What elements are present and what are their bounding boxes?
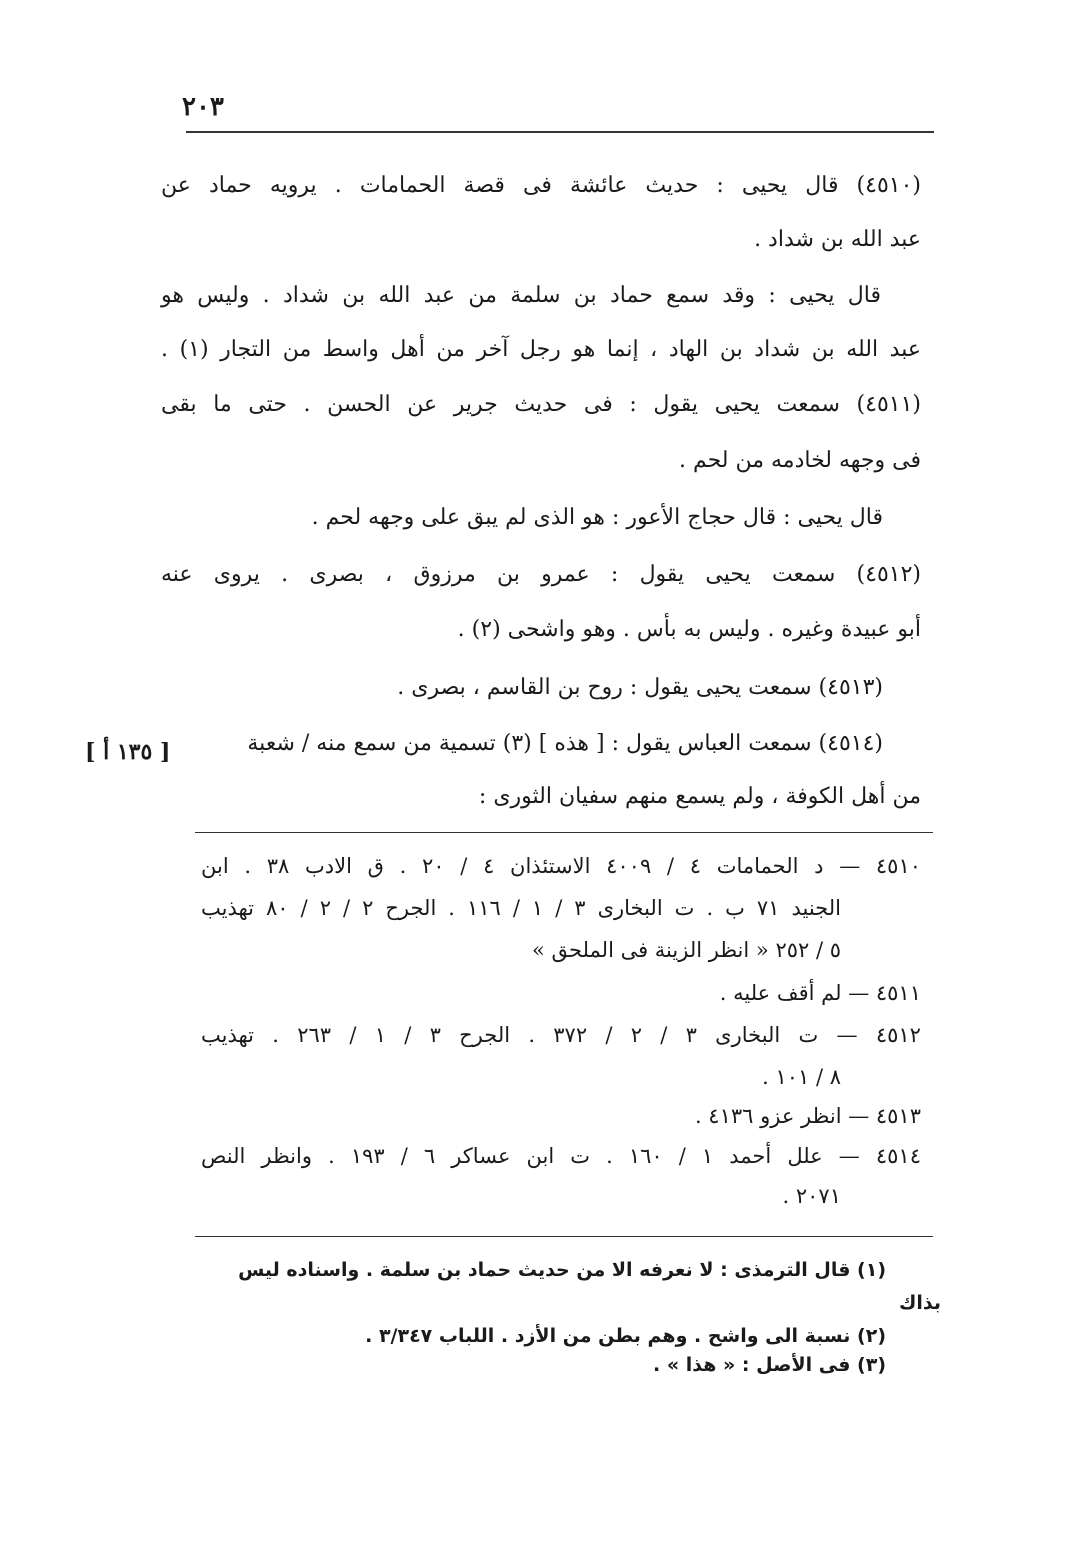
source-4510-line-2: الجنيد ٧١ ب . ت البخارى ٣ / ١ / ١١٦ . الجرح ٢ / ٢ / ٨٠ تهذيب bbox=[201, 896, 841, 920]
header-rule bbox=[186, 131, 934, 133]
manuscript-folio-ref: [ ١٣٥ أ ] bbox=[85, 739, 171, 765]
entry-4514-line-2: من أهل الكوفة ، ولم يسمع منهم سفيان الثورى : bbox=[478, 784, 921, 809]
source-4511: ٤٥١١ — لم أقف عليه . bbox=[719, 981, 921, 1005]
entry-4511-line-3: قال يحيى : قال حجاج الأعور : هو الذى لم يبق على وجهه لحم . bbox=[311, 505, 883, 530]
source-4513: ٤٥١٣ — انظر عزو ٤١٣٦ . bbox=[694, 1104, 921, 1128]
sources-rule bbox=[195, 832, 933, 833]
entry-4513: (٤٥١٣) سمعت يحيى يقول : روح بن القاسم ، بصرى . bbox=[397, 675, 883, 700]
footnote-1: (١) قال الترمذى : لا نعرفه الا من حديث حماد بن سلمة . واسناده ليس bbox=[238, 1259, 886, 1281]
source-4512-line-2: ٨ / ١٠١ . bbox=[762, 1065, 841, 1089]
entry-4510-line-4: عبد الله بن شداد بن الهاد ، إنما هو رجل آخر من أهل واسط من التجار (١) . bbox=[161, 337, 921, 362]
source-4514-line-2: ٢٠٧١ . bbox=[782, 1184, 841, 1208]
footnote-2: (٢) نسبة الى واشح . وهم بطن من الأزد . اللباب ٣/٣٤٧ . bbox=[365, 1325, 886, 1347]
entry-4511-line-2: فى وجهه لخادمه من لحم . bbox=[678, 448, 921, 473]
entry-4510-line-2: عبد الله بن شداد . bbox=[754, 227, 921, 252]
footnote-1-cont: بذاك bbox=[898, 1292, 941, 1314]
entry-4512-line-2: أبو عبيدة وغيره . وليس به بأس . وهو واشحى (٢) . bbox=[457, 617, 921, 642]
footnote-3: (٣) فى الأصل : « هذا » . bbox=[653, 1354, 886, 1376]
source-4510-line-1: ٤٥١٠ — د الحمامات ٤ / ٤٠٠٩ الاستئذان ٤ / ٢٠ . ق الادب ٣٨ . ابن bbox=[201, 854, 922, 878]
footnotes-rule bbox=[195, 1236, 933, 1237]
page-number: ٢٠٣ bbox=[182, 92, 224, 122]
entry-4512-line-1: (٤٥١٢) سمعت يحيى يقول : عمرو بن مرزوق ، بصرى . يروى عنه bbox=[161, 562, 921, 587]
entry-4511-line-1: (٤٥١١) سمعت يحيى يقول : فى حديث جرير عن الحسن . حتى ما بقى bbox=[161, 392, 921, 417]
entry-4510-line-1: (٤٥١٠) قال يحيى : حديث عائشة فى قصة الحمامات . يرويه حماد عن bbox=[161, 173, 921, 198]
entry-4510-line-3: قال يحيى : وقد سمع حماد بن سلمة من عبد الله بن شداد . وليس هو bbox=[161, 283, 881, 308]
entry-4514-line-1: (٤٥١٤) سمعت العباس يقول : [ هذه ] (٣) تسمية من سمع منه / شعبة bbox=[247, 731, 883, 756]
source-4514-line-1: ٤٥١٤ — علل أحمد ١ / ١٦٠ . ت ابن عساكر ٦ / ١٩٣ . وانظر النص bbox=[201, 1144, 921, 1168]
source-4512-line-1: ٤٥١٢ — ت البخارى ٣ / ٢ / ٣٧٢ . الجرح ٣ / ١ / ٢٦٣ . تهذيب bbox=[201, 1023, 921, 1047]
source-4510-line-3: ٥ / ٢٥٢ « انظر الزينة فى الملحق » bbox=[531, 938, 841, 962]
